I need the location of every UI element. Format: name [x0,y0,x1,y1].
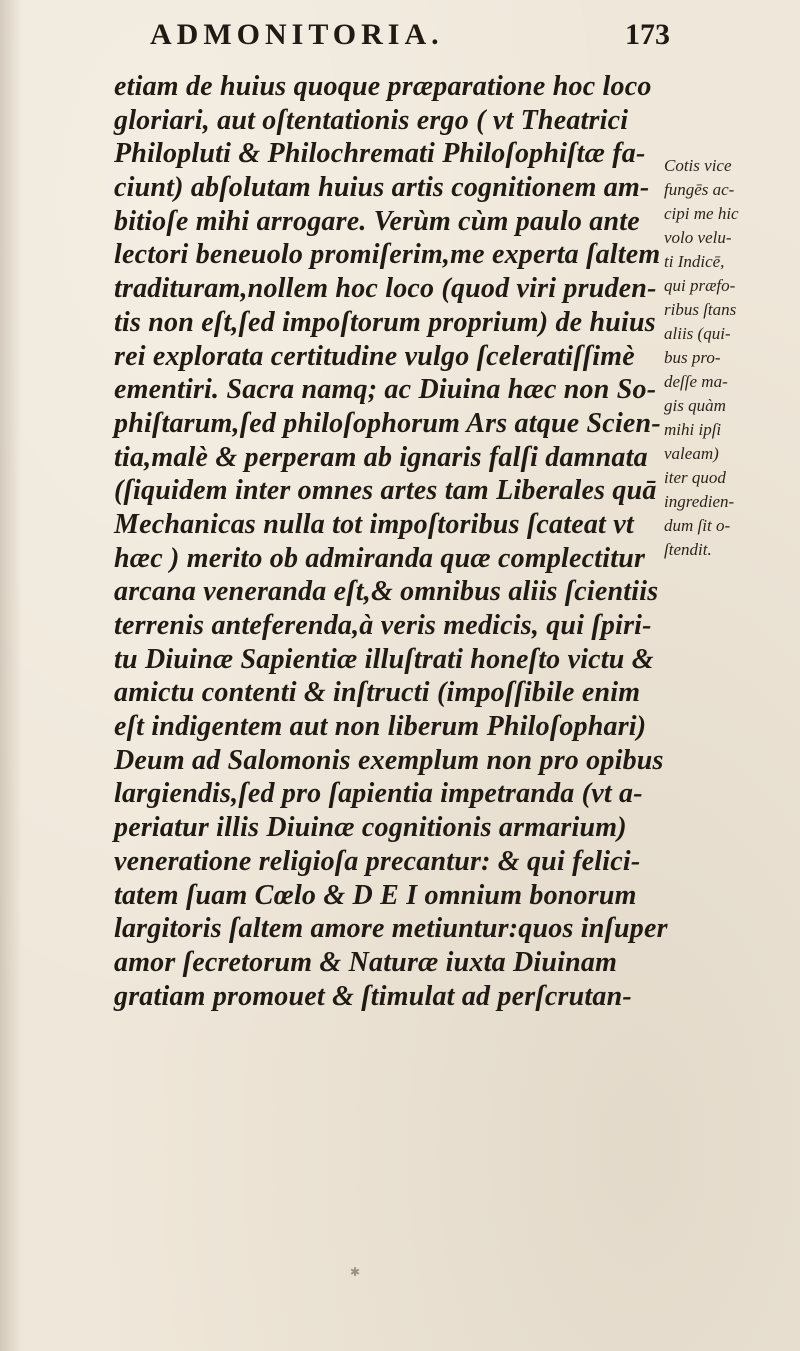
text-line: rei explorata certitudine vulgo ſceleratiſſimè [114,340,635,372]
marginal-note-line: bus pro- [664,348,721,367]
text-line: Philopluti & Philochremati Philoſophiſtæ fa- [114,138,646,170]
marginal-note-line: Cotis vice [664,156,732,175]
text-line: phiſtarum,ſed philoſophorum Ars atque Scien- [114,407,661,439]
text-line: lectori beneuolo promiſerim,me experta ſaltem [114,239,661,271]
marginal-note-line: deſſe ma- [664,372,728,391]
marginal-note-line: ti Indicē, [664,252,725,271]
text-line: hæc ) merito ob admiranda quæ complectitur [114,542,646,574]
marginal-note-line: ribus ſtans [664,300,737,319]
page-number: 173 [625,18,670,51]
text-line: amictu contenti & inſtructi (impoſſibile enim [114,677,641,709]
text-line: etiam de huius quoque præparatione hoc loco [114,71,652,102]
gutter-shadow [0,0,22,1351]
marginal-note-line: mihi ipſi [664,420,722,439]
marginal-note-line: cipi me hic [664,204,739,223]
marginal-note [664,154,794,562]
text-line: largitoris ſaltem amore metiuntur:quos inſuper [114,913,668,945]
text-line: terrenis anteferenda,à veris medicis, qui ſpiri- [114,610,652,641]
text-line: bitioſe mihi arrogare. Verùm cùm paulo ante [114,205,640,237]
marginal-note-line: iter quod [664,468,726,487]
marginal-note-line: aliis (qui- [664,324,731,343]
marginal-note-line: volo velu- [664,228,732,247]
ink-blot-mark: ✱ [350,1265,361,1279]
text-line: veneratione religioſa precantur: & qui felici- [114,845,641,877]
text-line: gratiam promouet & ſtimulat ad perſcrutan- [114,980,632,1012]
text-line: largiendis,ſed pro ſapientia impetranda (vt a- [114,778,643,810]
marginal-note-line: qui præfo- [664,276,736,295]
marginal-note-line: ingredien- [664,492,735,511]
text-line: tis non eſt,ſed impoſtorum proprium) de huius [114,306,656,338]
marginal-note-line: dum ſit o- [664,516,731,535]
text-line: Deum ad Salomonis exemplum non pro opibus [114,744,664,776]
text-line: tu Diuinæ Sapientiæ illuſtrati honeſto victu & [114,643,654,675]
text-line: eſt indigentem aut non liberum Philoſophari) [114,711,647,743]
text-line: tatem ſuam Cœlo & D E I omnium bonorum [114,879,637,911]
text-line: ementiri. Sacra namq; ac Diuina hæc non So- [114,374,657,406]
text-line: periatur illis Diuinæ cognitionis armarium) [114,812,627,844]
running-title: ADMONITORIA. [150,18,444,51]
marginal-note-line: valeam) [664,444,719,463]
text-line: gloriari, aut oſtentationis ergo ( vt Theatrici [114,104,629,136]
main-text-block [114,70,668,1013]
text-line: arcana veneranda eſt,& omnibus aliis ſcientiis [114,576,659,608]
marginal-note-line: ſtendit. [664,540,712,559]
text-line: Mechanicas nulla tot impoſtoribus ſcateat vt [114,508,634,540]
text-line: amor ſecretorum & Naturæ iuxta Diuinam [114,946,618,978]
text-line: tia,malè & perperam ab ignaris falſi damnata [114,441,648,473]
marginal-note-line: gis quàm [664,396,726,415]
marginal-note-line: fungēs ac- [664,180,735,199]
text-line: (ſiquidem inter omnes artes tam Liberales quā [114,475,657,507]
running-head [150,18,670,52]
text-line: tradituram,nollem hoc loco (quod viri pruden- [114,273,657,305]
text-line: ciunt) abſolutam huius artis cognitionem am- [114,172,650,204]
